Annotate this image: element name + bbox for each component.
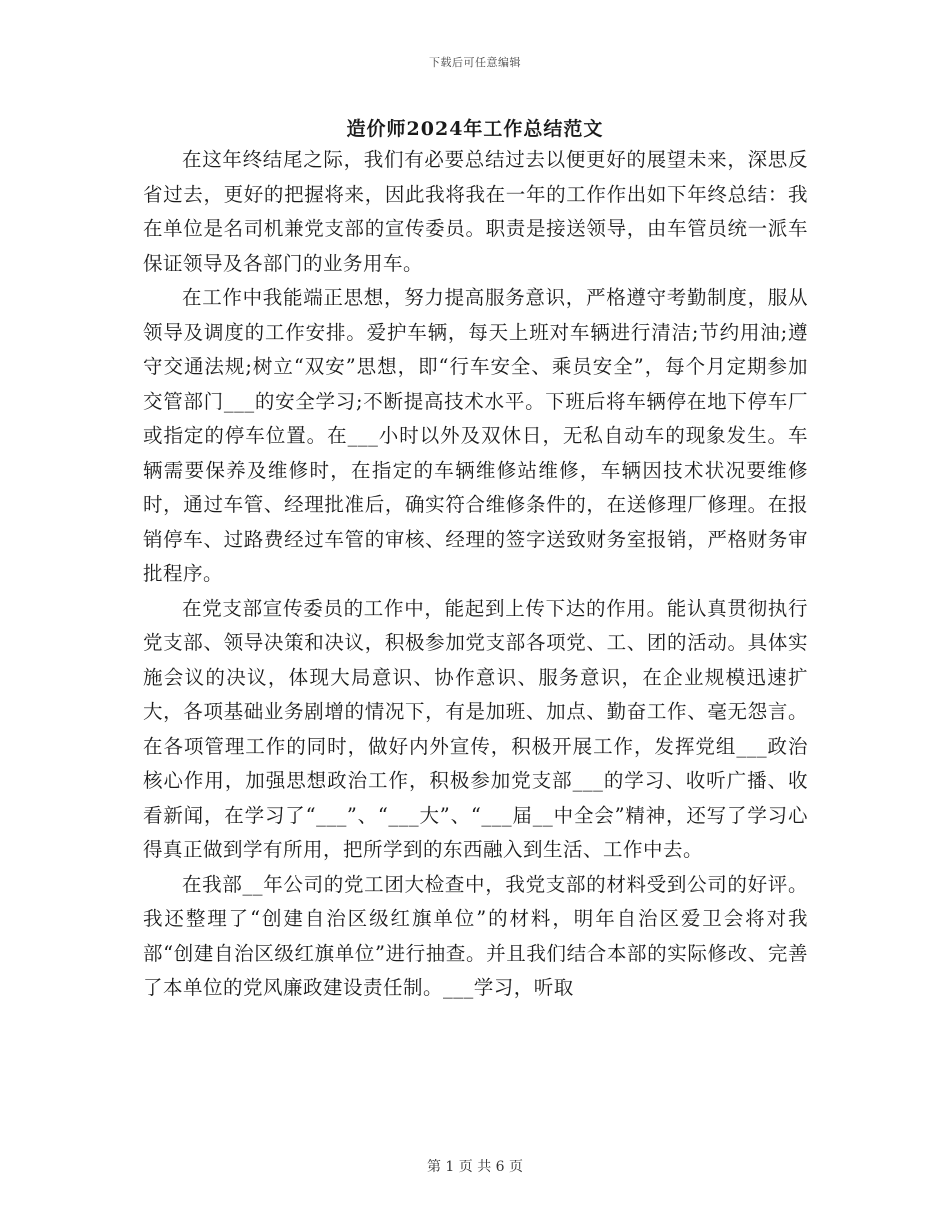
paragraph-3: 在党支部宣传委员的工作中，能起到上传下达的作用。能认真贯彻执行党支部、领导决策和决议，积极参加党支部各项党、工、团的活动。具体实施会议的决议，体现大局意识、协作意识、服务意识，在企业规模迅速扩大，各项基础业务剧增的情况下，有是加班、加点、勤奋工作、毫无怨言。在各项管理工作的同时，做好内外宣传，积极开展工作，发挥党组___政治核心作用，加强思想政治工作，积极参加党支部___的学习、收听广播、收看新闻，在学习了“___”、“___大”、“___届__中全会”精神，还写了学习心得真正做到学有所用，把所学到的东西融入到生活、工作中去。 bbox=[143, 596, 808, 861]
page-header-note: 下载后可任意编辑 bbox=[429, 56, 521, 69]
paragraph-2: 在工作中我能端正思想，努力提高服务意识，严格遵守考勤制度，服从领导及调度的工作安排。爱护车辆，每天上班对车辆进行清洁;节约用油;遵守交通法规;树立“双安”思想，即“行车安全、乘员安全”，每个月定期参加交管部门___的安全学习;不断提高技术水平。下班后将车辆停在地下停车厂或指定的停车位置。在___小时以外及双休日，无私自动车的现象发生。车辆需要保养及维修时，在指定的车辆维修站维修，车辆因技术状况要维修时，通过车管、经理批准后，确实符合维修条件的，在送修理厂修理。在报销停车、过路费经过车管的审核、经理的签字送致财务室报销，严格财务审批程序。 bbox=[143, 286, 808, 585]
page-number-footer: 第 1 页 共 6 页 bbox=[426, 1159, 524, 1175]
paragraph-4: 在我部__年公司的党工团大检查中，我党支部的材料受到公司的好评。我还整理了“创建自治区级红旗单位”的材料，明年自治区爱卫会将对我部“创建自治区级红旗单位”进行抽查。并且我们结合本部的实际修改、完善了本单位的党风廉政建设责任制。___学习，听取 bbox=[143, 872, 808, 999]
document-body bbox=[143, 143, 808, 1006]
paragraph-1: 在这年终结尾之际，我们有必要总结过去以便更好的展望未来，深思反省过去，更好的把握将来，因此我将我在一年的工作作出如下年终总结：我在单位是名司机兼党支部的宣传委员。职责是接送领导，由车管员统一派车保证领导及各部门的业务用车。 bbox=[143, 148, 808, 275]
document-title: 造价师2024年工作总结范文 bbox=[346, 118, 604, 140]
